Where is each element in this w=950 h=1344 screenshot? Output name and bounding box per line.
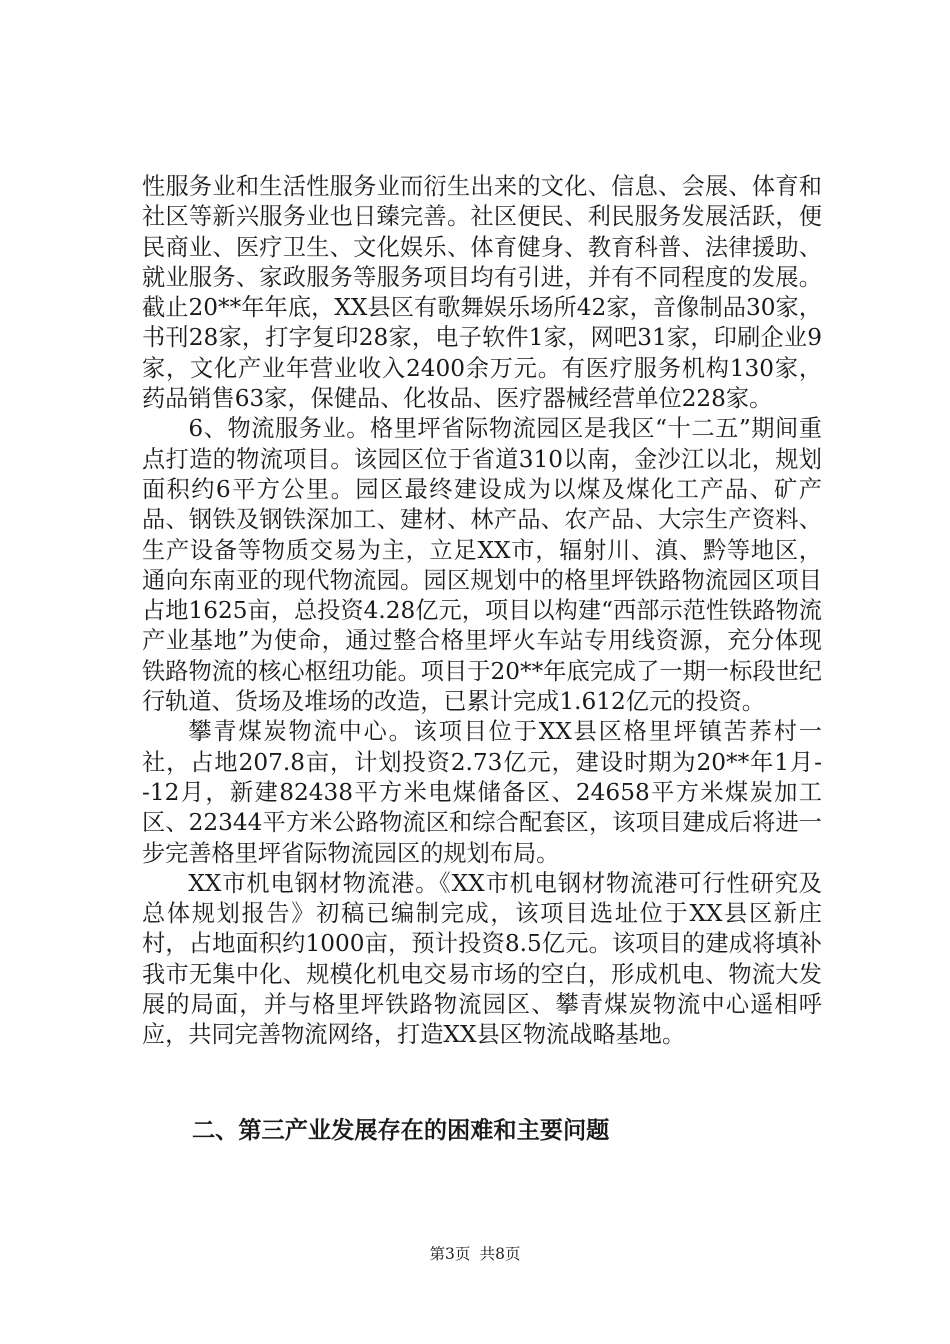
paragraph-continuation: 性服务业和生活性服务业而衍生出来的文化、信息、会展、体育和社区等新兴服务业也日臻完善。社区便民、利民服务发展活跃，便民商业、医疗卫生、文化娱乐、体育健身、教育科普、法律援助、就业服务、家政服务等服务项目均有引进，并有不同程度的发展。截止20**年年底，XX县区有歌舞娱乐场所42家，音像制品30家，书刊28家，打字复印28家，电子软件1家，网吧31家，印刷企业9家，文化产业年营业收入2400余万元。有医疗服务机构130家，药品销售63家，保健品、化妆品、医疗器械经营单位228家。 [142, 173, 822, 413]
page-footer [0, 1244, 950, 1264]
page-number: 第3页 [429, 1245, 471, 1263]
paragraph-coal-center: 攀青煤炭物流中心。该项目位于XX县区格里坪镇苦荞村一社，占地207.8亩，计划投资2.73亿元，建设时期为20**年1月--12月，新建82438平方米电煤储备区、24658平方米煤炭加工区、22344平方米公路物流区和综合配套区，该项目建成后将进一步完善格里坪省际物流园区的规划布局。 [142, 718, 822, 867]
paragraph-steel-port: XX市机电钢材物流港。《XX市机电钢材物流港可行性研究及总体规划报告》初稿已编制完成，该项目选址位于XX县区新庄村，占地面积约1000亩，预计投资8.5亿元。该项目的建成将填补我市无集中化、规模化机电交易市场的空白，形成机电、物流大发展的局面，并与格里坪铁路物流园区、攀青煤炭物流中心遥相呼应，共同完善物流网络，打造XX县区物流战略基地。 [142, 869, 822, 1049]
section-heading: 二、第三产业发展存在的困难和主要问题 [192, 1117, 610, 1144]
page-total: 共8页 [479, 1245, 521, 1263]
paragraph-logistics: 6、物流服务业。格里坪省际物流园区是我区“十二五”期间重点打造的物流项目。该园区位于省道310以南，金沙江以北，规划面积约6平方公里。园区最终建设成为以煤及煤化工产品、矿产品、钢铁及钢铁深加工、建材、林产品、农产品、大宗生产资料、生产设备等物质交易为主，立足XX市，辐射川、滇、黔等地区，通向东南亚的现代物流园。园区规划中的格里坪铁路物流园区项目占地1625亩，总投资4.28亿元，项目以构建“西部示范性铁路物流产业基地”为使命，通过整合格里坪火车站专用线资源，充分体现铁路物流的核心枢纽功能。项目于20**年底完成了一期一标段世纪行轨道、货场及堆场的改造，已累计完成1.612亿元的投资。 [142, 415, 822, 716]
document-body [142, 172, 822, 1051]
